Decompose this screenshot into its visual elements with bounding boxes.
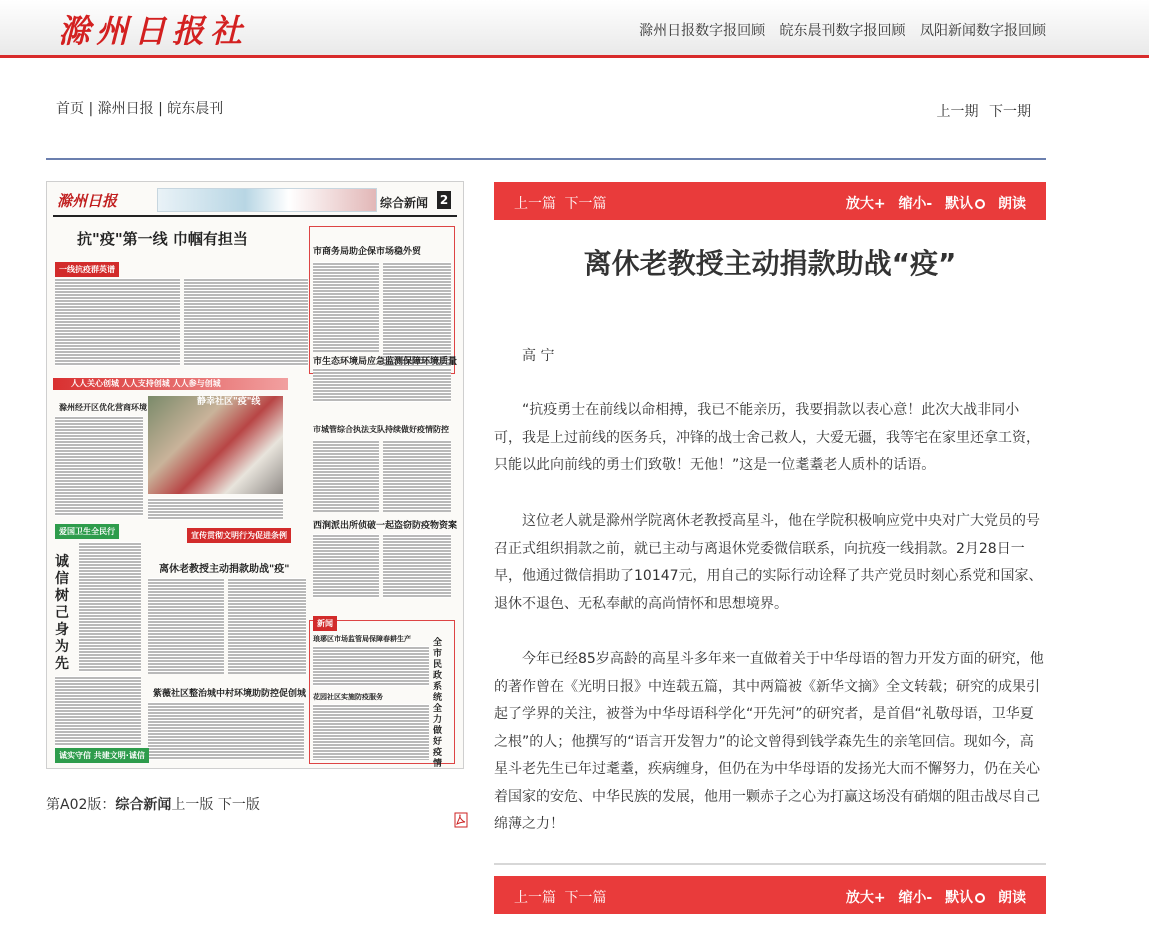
paper-headline-main[interactable]: 抗"疫"第一线 巾帼有担当 (77, 230, 248, 248)
divider (46, 158, 1046, 160)
paper-photo-caption: 静幸社区"疫"线 (197, 397, 261, 407)
next-article-link[interactable]: 下一篇 (564, 196, 607, 212)
prev-issue-link[interactable]: 上一期 (936, 104, 979, 120)
paper-kicker-bottom: 诚实守信 共建文明·诚信 (55, 748, 149, 763)
next-page-link[interactable]: 下一版 (217, 797, 260, 813)
paper-text-block (55, 416, 143, 516)
paper-news-tag: 新闻 (313, 616, 337, 631)
paper-kicker-red: 一线抗疫群英谱 (55, 262, 119, 277)
prev-article-link[interactable]: 上一篇 (514, 196, 556, 212)
default-size-button[interactable] (945, 196, 985, 212)
read-aloud-button[interactable]: 朗读 (998, 890, 1026, 906)
archive-link-wandong[interactable]: 皖东晨刊数字报回顾 (779, 23, 906, 39)
paper-kicker-green: 爱国卫生全民行 (55, 524, 119, 539)
paper-vertical-title2[interactable]: 全市民政系统全力做好疫情 (433, 638, 443, 769)
archive-links (629, 20, 1046, 40)
paper-headline-left2[interactable]: 滁州经开区优化营商环境 (59, 402, 147, 412)
article-paragraph: 今年已经85岁高龄的高星斗多年来一直做着关于中华母语的智力开发方面的研究，他的著作曾在《光明日报》中连载五篇，其中两篇被《新华文摘》全文转载；研究的成果引起了学界的关注，被誉为中华母语科学化“开先河”的研究者，是首倡“礼敬母语，卫华夏之根”的人；他撰写的“语言开发智力”的论文曾得到钱学森先生的亲笔回信。现如今，高星斗老先生已年过耄耋，疾病缠身，但仍在为中华母语的发扬光大而不懈努力，仍在关心着国家的安危、中华民族的发展，他用一颗赤子之心为打赢这场没有硝烟的阻击战尽自己绵薄之力！ (494, 651, 1044, 832)
page-caption-prefix: 第A02版： (46, 797, 116, 813)
paper-text-block (55, 676, 141, 746)
archive-link-fengyang[interactable]: 凤阳新闻数字报回顾 (920, 23, 1046, 39)
paper-text-block (228, 578, 306, 674)
pdf-icon[interactable] (454, 812, 468, 828)
default-size-label: 默认 (945, 890, 974, 906)
paper-kicker-red2: 宣传贯彻文明行为促进条例 (187, 528, 291, 543)
paper-text-block (55, 278, 180, 366)
issue-nav (931, 101, 1031, 121)
default-size-button[interactable] (945, 890, 985, 906)
breadcrumb[interactable]: 首页 | 滁州日报 | 皖东晨刊 (56, 101, 224, 117)
top-header (0, 0, 1149, 58)
paper-text-block (148, 702, 304, 760)
paper-headline-right5[interactable]: 琅琊区市场监管局保障春耕生产 (313, 634, 411, 643)
site-logo[interactable]: 滁州日报社 (58, 12, 249, 50)
article-paragraph: “抗疫勇士在前线以命相搏，我已不能亲历，我要捐款以表心意！此次大战非同小可，我是上过前线的医务兵，冲锋的战士舍己救人，大爱无疆，我等宅在家里还拿工资，只能以此向前线的勇士们致敬！无他！”这是一位耄耋老人质朴的话语。 (494, 402, 1040, 473)
default-size-label: 默认 (945, 196, 974, 212)
archive-link-chuzhou[interactable]: 滁州日报数字报回顾 (639, 23, 766, 39)
paper-text-block (313, 368, 451, 402)
paper-vertical-title[interactable]: 诚信树己身为先 (55, 554, 69, 672)
paper-band: 人人关心创城 人人支持创城 人人参与创城 (53, 378, 288, 390)
paper-headline-right2[interactable]: 市生态环境局应急监测保障环境质量 (313, 357, 458, 367)
paper-text-block (313, 440, 379, 512)
paper-text-block (313, 704, 429, 760)
paper-headline-bottom[interactable]: 紫薇社区整治城中村环境助防控促创城 (153, 689, 307, 699)
paper-photo (148, 396, 283, 494)
paper-headline-mid[interactable]: 离休老教授主动捐款助战"疫" (159, 564, 290, 575)
article-paragraph: 这位老人就是滁州学院离休老教授高星斗，他在学院积极响应党中央对广大党员的号召正式组织捐款之前，就已主动与离退休党委微信联系，向抗疫一线捐款。2月28日一早，他通过微信捐助了10147元，用自己的实际行动诠释了共产党员时刻心系党和国家、退休不退色、无私奉献的高尚情怀和思想境界。 (494, 513, 1043, 612)
prev-article-link[interactable]: 上一篇 (514, 890, 556, 906)
page-caption (46, 794, 260, 814)
paper-text-block (383, 440, 451, 512)
newspaper-page-thumbnail[interactable] (46, 181, 464, 769)
paper-text-block (148, 498, 283, 520)
paper-section-title: 综合新闻 (380, 196, 429, 210)
paper-page-number: 2 (437, 191, 451, 209)
paper-ad-banner (157, 188, 377, 212)
paper-text-block (313, 262, 379, 352)
read-aloud-button[interactable]: 朗读 (998, 196, 1026, 212)
zoom-in-button[interactable]: 放大+ (845, 196, 886, 212)
paper-text-block (383, 262, 451, 366)
paper-text-block (313, 646, 429, 686)
article-title: 离休老教授主动捐款助战“疫” (583, 247, 957, 280)
paper-text-block (383, 534, 451, 598)
next-article-link[interactable]: 下一篇 (564, 890, 607, 906)
zoom-in-button[interactable]: 放大+ (845, 890, 886, 906)
next-issue-link[interactable]: 下一期 (989, 104, 1031, 120)
paper-text-block (184, 278, 308, 366)
paper-text-block (148, 578, 224, 674)
radio-dot-icon (975, 199, 985, 209)
paper-rule (53, 215, 457, 217)
prev-page-link[interactable]: 上一版 (171, 797, 214, 813)
zoom-out-button[interactable]: 缩小- (898, 196, 933, 212)
paper-text-block (79, 542, 141, 672)
article-toolbar-bottom (494, 876, 1046, 914)
paper-masthead: 滁州日报 (57, 192, 118, 210)
divider (494, 863, 1046, 865)
article-author: 高 宁 (522, 348, 555, 364)
paper-headline-right4[interactable]: 西涧派出所侦破一起盗窃防疫物资案 (313, 521, 458, 531)
paper-headline-right3[interactable]: 市城管综合执法支队持续做好疫情防控 (313, 424, 449, 434)
zoom-out-button[interactable]: 缩小- (898, 890, 933, 906)
radio-dot-icon (975, 893, 985, 903)
paper-headline-right1[interactable]: 市商务局助企保市场稳外贸 (313, 247, 422, 257)
paper-headline-right6[interactable]: 花园社区实施防疫服务 (313, 692, 383, 701)
paper-text-block (313, 534, 379, 598)
page-caption-section: 综合新闻 (115, 797, 172, 813)
article-toolbar-top (494, 182, 1046, 220)
